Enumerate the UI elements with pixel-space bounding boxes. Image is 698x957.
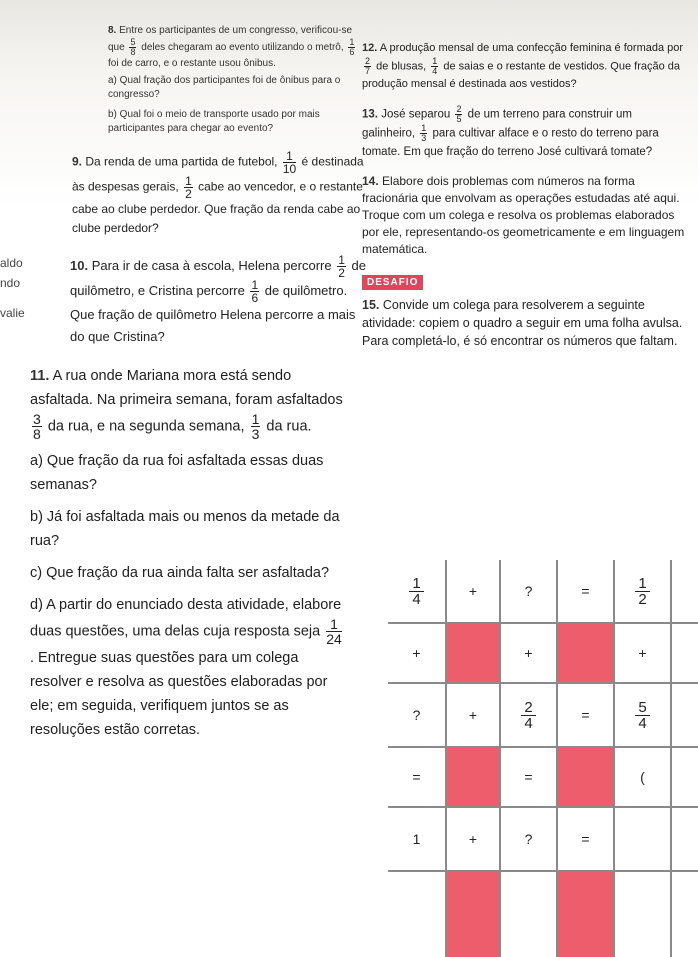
grid-cell: = (501, 748, 556, 806)
fraction-numerator: 5 (635, 700, 649, 716)
grid-cell (615, 684, 670, 746)
margin-word: valie (0, 306, 25, 320)
puzzle-grid (388, 560, 698, 957)
grid-cell: + (615, 624, 670, 682)
question-15: 15. Convide um colega para resolverem a seguinte atividade: copiem o quadro a seguir em uma folha avulsa. Para completá-lo, é só encontrar os números que faltam. (362, 298, 683, 348)
grid-cell: = (558, 684, 613, 746)
grid-fraction (635, 576, 649, 607)
margin-word: ndo (0, 276, 21, 290)
grid-cell: 1 (388, 808, 445, 870)
margin-word: aldo (0, 256, 23, 270)
grid-cell: + (501, 624, 556, 682)
desafio-section (362, 272, 687, 350)
question-11: 11. A rua onde Mariana mora está sendo asfaltada. Na primeira semana, foram asfaltados $\frac{3}{8}$ da rua, e na segunda semana, $\frac{1}{3}$ da rua. a) Que fração da rua foi asfaltada essas duas semanas? b) Já foi asfaltada mais ou menos da metade da rua? c) Que fração da rua ainda falta ser asfaltada? d) A partir do enunciado desta atividade, elabore duas questões, uma delas cuja resposta seja $\frac{1}{24}$ . Entregue suas questões para um colega resolver e resolva as questões elaboradas por ele; em seguida, verifiquem juntos se as resoluções estão corretas. (30, 364, 345, 742)
question-14: 14. Elabore dois problemas com números na forma fracionária que envolvam as operações estudadas até aqui. Troque com um colega e resolva os problemas elaborados por ele, representando-os geometricamente e em linguagem matemática. (362, 174, 685, 256)
grid-cell (388, 560, 445, 622)
grid-cell: = (388, 748, 445, 806)
grid-cell: = (558, 808, 613, 870)
grid-cell (558, 624, 613, 682)
question-11a: a) Que fração da rua foi asfaltada essas duas semanas? (30, 453, 324, 493)
grid-cell: ? (501, 808, 556, 870)
grid-cell: = (558, 560, 613, 622)
question-8b: b) Qual foi o meio de transporte usado por mais participantes para chegar ao evento? (108, 109, 320, 134)
fraction-denominator: 4 (638, 714, 647, 732)
fraction-denominator: 4 (524, 714, 533, 732)
grid-cell (672, 684, 698, 746)
grid-cell: + (388, 624, 445, 682)
grid-cell (558, 748, 613, 806)
grid-cell (447, 624, 499, 682)
grid-cell (501, 684, 556, 746)
grid-cell (615, 872, 670, 957)
grid-cell (388, 872, 445, 957)
grid-cell: + (447, 808, 499, 870)
fraction-numerator: 2 (521, 700, 535, 716)
question-11b: b) Já foi asfaltada mais ou menos da metade da rua? (30, 509, 340, 549)
fraction-denominator: 2 (638, 590, 647, 608)
question-11c: c) Que fração da rua ainda falta ser asfaltada? (30, 565, 330, 581)
question-9: 9. Da renda de uma partida de futebol, $\frac{1}{10}$ é destinada às despesas gerais, $\frac{1}{2}$ cabe ao vencedor, e o restante cabe ao clube perdedor. Que fração da renda cabe ao clube perdedor? (72, 149, 364, 235)
question-8a: a) Qual fração dos participantes foi de ônibus para o congresso? (108, 75, 341, 100)
grid-cell: + (447, 684, 499, 746)
grid-cell (672, 808, 698, 870)
question-10: 10. Para ir de casa à escola, Helena percorre $\frac{1}{2}$ de quilômetro, e Cristina percorre $\frac{1}{6}$ de quilômetro. Que fração de quilômetro Helena percorre a mais do que Cristina? (70, 253, 367, 344)
grid-cell (672, 872, 698, 957)
question-13: 13. José separou $\frac{2}{5}$ de um terreno para construir um galinheiro, $\frac{1}{3}$ para cultivar alface e o resto do terreno para tomate. Em que fração do terreno José cultivará tomate? (362, 104, 659, 158)
grid-cell: ? (388, 684, 445, 746)
grid-cell: + (447, 560, 499, 622)
grid-cell (615, 808, 670, 870)
grid-cell (615, 560, 670, 622)
fraction-numerator: 1 (409, 576, 423, 592)
grid-cell (501, 872, 556, 957)
fraction-denominator: 4 (412, 590, 421, 608)
grid-cell (672, 748, 698, 806)
desafio-badge: DESAFIO (362, 275, 423, 290)
grid-fraction (409, 576, 423, 607)
grid-cell: ( (615, 748, 670, 806)
grid-cell: ? (501, 560, 556, 622)
grid-cell (672, 560, 698, 622)
fraction-numerator: 1 (635, 576, 649, 592)
grid-fraction (635, 700, 649, 731)
grid-fraction (521, 700, 535, 731)
grid-cell (447, 872, 499, 957)
grid-cell (558, 872, 613, 957)
question-12: 12. A produção mensal de uma confecção feminina é formada por $\frac{2}{7}$ de blusas, $\frac{1}{4}$ de saias e o restante de vestidos. Que fração da produção mensal é destinada aos vestidos? (362, 42, 684, 90)
right-column (362, 40, 687, 356)
question-11d: d) A partir do enunciado desta atividade, elabore duas questões, uma delas cuja resposta seja $\frac{1}{24}$ . Entregue suas questões para um colega resolver e resolva as questões elaboradas por ele; em seguida, verifiquem juntos se as resoluções estão corretas. (30, 597, 342, 738)
question-8: 8. Entre os participantes de um congresso, verificou-se que $\frac{5}{8}$ deles chegaram ao evento utilizando o metrô, $\frac{1}{6}$ foi de carro, e o restante usou ônibus. a) Qual fração dos participantes foi de ônibus para o congresso? b) Qual foi o meio de transporte usado por mais participantes para chegar ao evento? (108, 24, 370, 136)
grid-cell (672, 624, 698, 682)
grid-cell (447, 748, 499, 806)
left-column (30, 24, 370, 742)
